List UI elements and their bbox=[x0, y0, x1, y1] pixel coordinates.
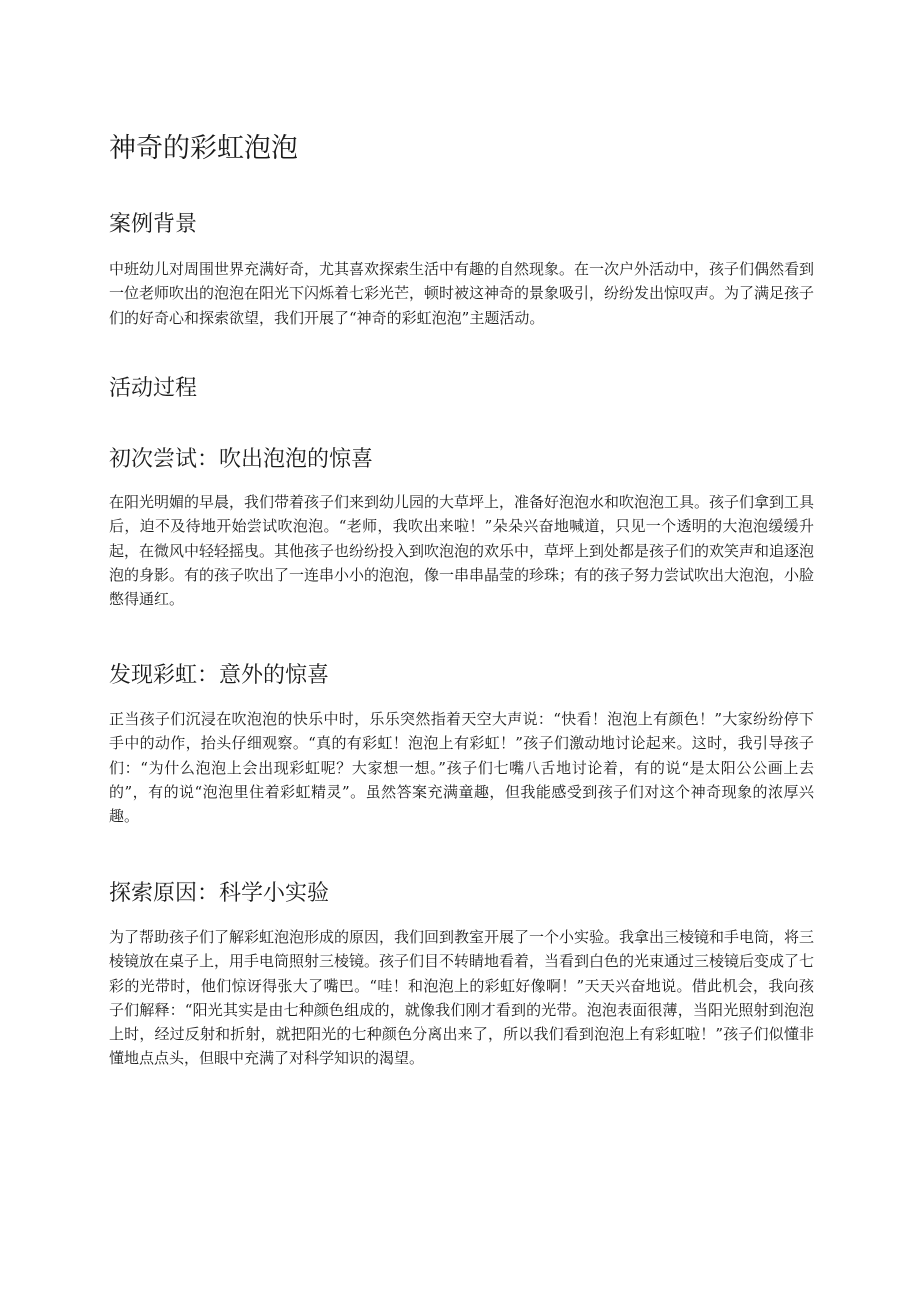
section-heading-rainbow: 发现彩虹：意外的惊喜 bbox=[109, 663, 330, 688]
section-text-explore: 为了帮助孩子们了解彩虹泡泡形成的原因，我们回到教室开展了一个小实验。我拿出三棱镜和手电筒，将三棱镜放在桌子上，用手电筒照射三棱镜。孩子们目不转睛地看着，当看到白色的光束通过三棱镜后变成了七彩的光带时，他们惊讶得张大了嘴巴。“哇！和泡泡上的彩虹好像啊！”天天兴奋地说。借此机会，我向孩子们解释：“阳光其实是由七种颜色组成的，就像我们刚才看到的光带。泡泡表面很薄，当阳光照射到泡泡上时，经过反射和折射，就把阳光的七种颜色分离出来了，所以我们看到泡泡上有彩虹啦！”孩子们似懂非懂地点点头，但眼中充满了对科学知识的渴望。 bbox=[109, 928, 815, 1068]
section-heading-process: 活动过程 bbox=[109, 376, 198, 401]
page-title: 神奇的彩虹泡泡 bbox=[109, 133, 298, 164]
section-text-background: 中班幼儿对周围世界充满好奇，尤其喜欢探索生活中有趣的自然现象。在一次户外活动中，孩子们偶然看到一位老师吹出的泡泡在阳光下闪烁着七彩光芒，顿时被这神奇的景象吸引，纷纷发出惊叹声。为了满足孩子们的好奇心和探索欲望，我们开展了“神奇的彩虹泡泡”主题活动。 bbox=[109, 260, 815, 327]
section-heading-background: 案例背景 bbox=[109, 212, 198, 237]
section-heading-first-try: 初次尝试：吹出泡泡的惊喜 bbox=[109, 447, 374, 472]
section-heading-explore: 探索原因：科学小实验 bbox=[109, 881, 330, 906]
section-text-first-try: 在阳光明媚的早晨，我们带着孩子们来到幼儿园的大草坪上，准备好泡泡水和吹泡泡工具。孩子们拿到工具后，迫不及待地开始尝试吹泡泡。“老师，我吹出来啦！”朵朵兴奋地喊道，只见一个透明的大泡泡缓缓升起，在微风中轻轻摇曳。其他孩子也纷纷投入到吹泡泡的欢乐中，草坪上到处都是孩子们的欢笑声和追逐泡泡的身影。有的孩子吹出了一连串小小的泡泡，像一串串晶莹的珍珠；有的孩子努力尝试吹出大泡泡，小脸憋得通红。 bbox=[109, 493, 815, 609]
section-text-rainbow: 正当孩子们沉浸在吹泡泡的快乐中时，乐乐突然指着天空大声说：“快看！泡泡上有颜色！”大家纷纷停下手中的动作，抬头仔细观察。“真的有彩虹！泡泡上有彩虹！”孩子们激动地讨论起来。这时，我引导孩子们：“为什么泡泡上会出现彩虹呢？大家想一想。”孩子们七嘴八舌地讨论着，有的说“是太阳公公画上去的”，有的说“泡泡里住着彩虹精灵”。虽然答案充满童趣，但我能感受到孩子们对这个神奇现象的浓厚兴趣。 bbox=[109, 710, 814, 826]
